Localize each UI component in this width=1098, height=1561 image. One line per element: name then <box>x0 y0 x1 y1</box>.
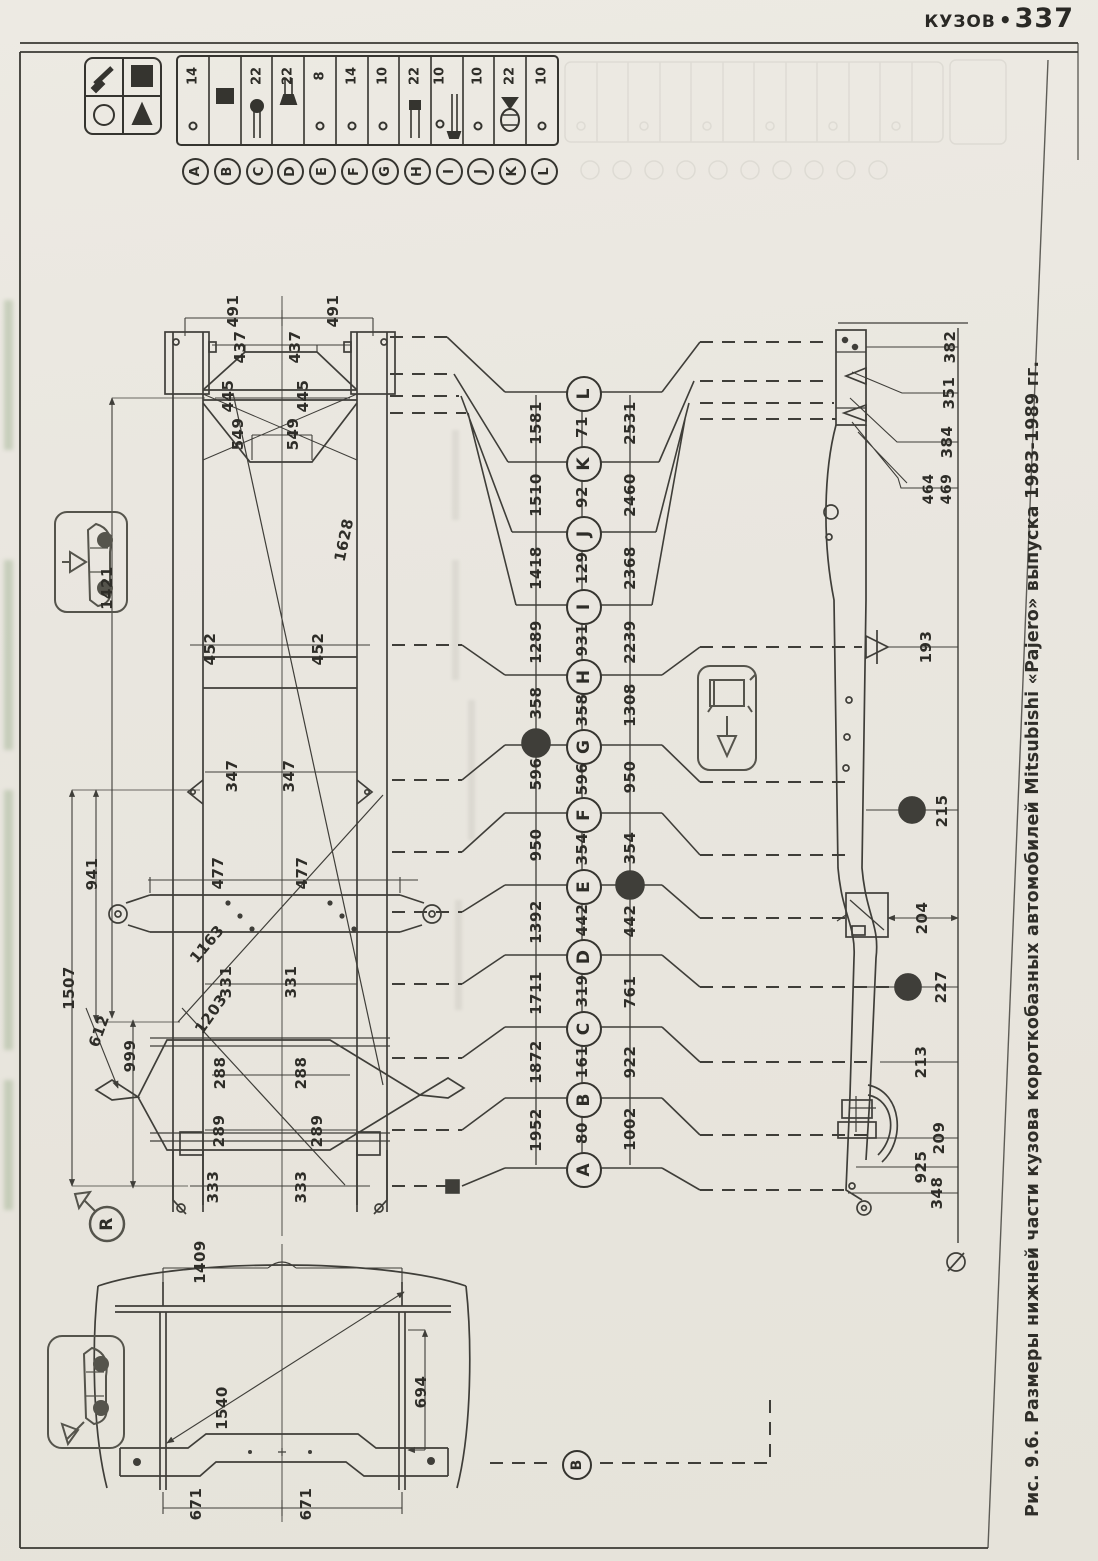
hole-icon <box>475 123 482 130</box>
dim-label: 354 <box>573 832 591 866</box>
legend-count: 22 <box>502 66 518 86</box>
dim-label: 950 <box>527 828 545 862</box>
dim-label: 351 <box>940 376 958 410</box>
datum-point-b: B <box>566 1082 602 1118</box>
dim-label: 477 <box>293 856 311 890</box>
legend-strip <box>177 56 558 145</box>
datum-point-i: I <box>566 589 602 625</box>
dim-label: 491 <box>324 294 342 328</box>
dim-label: 354 <box>621 831 639 865</box>
dim-label: 2368 <box>621 546 639 590</box>
dim-label: 922 <box>621 1045 639 1079</box>
dim-label: 289 <box>308 1114 326 1148</box>
dim-label: 129 <box>573 551 591 585</box>
dim-label: 612 <box>84 1012 114 1050</box>
datum-point-f: F <box>566 797 602 833</box>
datum-point-e: E <box>566 869 602 905</box>
dim-label: 333 <box>292 1170 310 1204</box>
filled-datum-circle <box>899 797 925 823</box>
datum-point-d: D <box>566 939 602 975</box>
car-front-view-icon <box>698 666 756 770</box>
legend-count: 10 <box>470 66 486 86</box>
dim-label: 382 <box>941 330 959 364</box>
dim-label: 1203 <box>191 990 231 1038</box>
view-icons <box>48 512 756 1448</box>
dim-label: 596 <box>527 757 545 791</box>
dim-label: 358 <box>527 686 545 720</box>
dim-label: 358 <box>573 693 591 727</box>
dim-label: 1507 <box>60 966 78 1010</box>
datum-point-h: H <box>566 659 602 695</box>
legend-count: 10 <box>534 66 550 86</box>
dim-label: 1581 <box>527 401 545 445</box>
legend-count: 22 <box>280 66 296 86</box>
front-dimension-lines <box>163 1262 425 1516</box>
datum-point-c: C <box>566 1011 602 1047</box>
pin-icon <box>251 100 263 138</box>
dim-label: 161 <box>573 1045 591 1079</box>
legend-count: 10 <box>375 66 391 86</box>
dim-label: 1409 <box>191 1240 209 1284</box>
dim-label: 209 <box>930 1121 948 1155</box>
datum-point-l: L <box>566 376 602 412</box>
dim-label: 331 <box>282 965 300 999</box>
legend-letter-a: A <box>182 158 209 185</box>
direction-mark-r: R <box>97 1217 117 1231</box>
filled-datum-circle <box>522 729 550 757</box>
hole-icon <box>539 123 546 130</box>
dim-label: 596 <box>573 762 591 796</box>
hole-icon <box>190 123 197 130</box>
dim-label: 92 <box>573 486 591 508</box>
legend-count: 22 <box>249 66 265 86</box>
legend-symbol-box <box>85 58 161 134</box>
dim-label: 442 <box>573 903 591 937</box>
dim-label: 931 <box>573 623 591 657</box>
dim-label: 477 <box>209 856 227 890</box>
dim-label: 761 <box>621 975 639 1009</box>
dim-label: 1002 <box>621 1107 639 1151</box>
dim-label: 331 <box>217 965 235 999</box>
dim-label: 204 <box>913 901 931 935</box>
plate-icon <box>216 88 234 104</box>
dim-label: 464 <box>921 473 937 505</box>
projection-dashes <box>390 337 890 1463</box>
datum-point-a: A <box>566 1152 602 1188</box>
dim-label: 671 <box>187 1487 205 1521</box>
dim-label: 452 <box>309 632 327 666</box>
datum-point-g: G <box>566 729 602 765</box>
legend-letter-f: F <box>341 158 368 185</box>
filled-datum-circle <box>616 871 644 899</box>
datum-point-j: J <box>566 516 602 552</box>
dim-label: 384 <box>938 425 956 459</box>
dim-label: 193 <box>917 630 935 664</box>
side-dimension-lines <box>848 328 958 1243</box>
dim-label: 1872 <box>527 1040 545 1084</box>
legend-letter-c: C <box>246 158 273 185</box>
dim-label: 437 <box>231 330 249 364</box>
dim-label: 347 <box>223 759 241 793</box>
dim-label: 1540 <box>213 1386 231 1430</box>
dim-label: 319 <box>573 974 591 1008</box>
dim-label: 215 <box>933 794 951 828</box>
dim-label: 925 <box>912 1150 930 1184</box>
dim-label: 437 <box>286 330 304 364</box>
dim-label: 1628 <box>330 516 358 564</box>
ghost-legend-bleed <box>565 60 1006 179</box>
legend-letter-k: K <box>499 158 526 185</box>
legend-count: 14 <box>185 66 201 86</box>
dim-label: 333 <box>204 1170 222 1204</box>
dim-label: 227 <box>932 970 950 1004</box>
legend-letter-g: G <box>372 158 399 185</box>
filled-datum-square <box>446 1180 459 1193</box>
hole-icon <box>380 123 387 130</box>
dim-label: 288 <box>211 1056 229 1090</box>
dim-label: 445 <box>219 379 237 413</box>
header-dot: • <box>998 8 1012 32</box>
hole-icon <box>317 123 324 130</box>
legend-letter-h: H <box>404 158 431 185</box>
dim-label: 1418 <box>527 546 545 590</box>
car-side-view-icon <box>48 1336 124 1448</box>
page-number: 337 <box>1014 3 1074 34</box>
dim-label: 71 <box>573 416 591 438</box>
dim-label: 1163 <box>186 921 228 967</box>
dim-label: 1308 <box>621 683 639 727</box>
filled-triangle-icon <box>133 104 151 124</box>
dim-label: 549 <box>229 417 247 451</box>
dim-label: 950 <box>621 760 639 794</box>
circle-icon <box>94 105 114 125</box>
dim-label: 1421 <box>98 566 116 610</box>
datum-point-b-front: B <box>562 1450 592 1480</box>
dim-label: 999 <box>121 1039 139 1073</box>
filled-square-icon <box>132 66 152 86</box>
dim-label: 2460 <box>621 473 639 517</box>
grommet-icon <box>501 98 519 131</box>
legend-letter-j: J <box>467 158 494 185</box>
tall-pin-icon <box>437 94 461 138</box>
dim-label: 694 <box>412 1375 430 1409</box>
dim-label: 2531 <box>621 401 639 445</box>
legend-count: 10 <box>432 66 448 86</box>
legend-count: 8 <box>312 71 328 81</box>
diameter-symbol <box>947 1253 965 1271</box>
legend-letter-i: I <box>436 158 463 185</box>
dim-label: 2239 <box>621 620 639 664</box>
dim-label: 671 <box>297 1487 315 1521</box>
dim-label: 1952 <box>527 1108 545 1152</box>
legend-letter-b: B <box>214 158 241 185</box>
dim-label: 1510 <box>527 473 545 517</box>
filled-datum-circle <box>895 974 921 1000</box>
car-side-view-icon <box>55 512 127 612</box>
dim-label: 213 <box>912 1045 930 1079</box>
dim-label: 941 <box>83 857 101 891</box>
dim-label: 1392 <box>527 900 545 944</box>
legend-count: 14 <box>344 66 360 86</box>
dim-label: 491 <box>224 294 242 328</box>
dim-label: 442 <box>621 904 639 938</box>
pin-icon <box>409 100 421 138</box>
legend-letter-d: D <box>277 158 304 185</box>
dim-label: 1711 <box>527 971 545 1015</box>
hole-icon <box>349 123 356 130</box>
figure-caption: Рис. 9.6. Размеры нижней части кузова короткобазных автомобилей Mitsubishi «Pajero» выпуска 1983-1989 гг. <box>1023 360 1043 1517</box>
dim-label: 452 <box>201 632 219 666</box>
dim-label: 288 <box>292 1056 310 1090</box>
dim-label: 347 <box>280 759 298 793</box>
dim-label: 549 <box>284 417 302 451</box>
dim-label: 80 <box>573 1122 591 1144</box>
datum-point-k: K <box>566 446 602 482</box>
dim-label: 1289 <box>527 620 545 664</box>
dim-label: 445 <box>294 379 312 413</box>
dim-label: 469 <box>939 473 955 505</box>
dim-label: 289 <box>210 1114 228 1148</box>
legend-letter-l: L <box>531 158 558 185</box>
legend-count: 22 <box>407 66 423 86</box>
page-border <box>20 43 1078 1548</box>
dim-label: 348 <box>928 1176 946 1210</box>
legend-letter-e: E <box>309 158 336 185</box>
section-title: КУЗОВ <box>924 12 996 32</box>
bolt-icon <box>92 68 112 92</box>
